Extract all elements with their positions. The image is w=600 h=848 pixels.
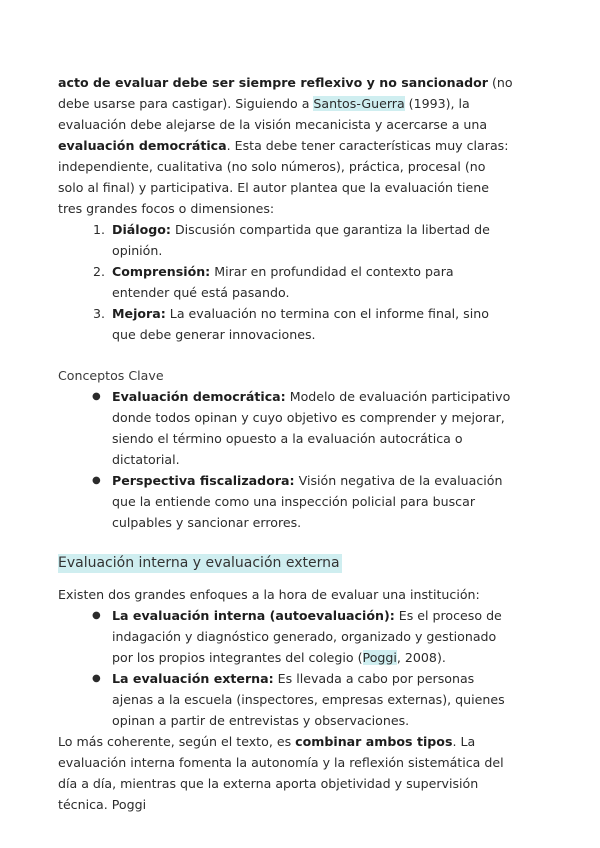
dimensions-list [58,219,514,345]
item-text: , 2008). [396,650,446,665]
list-item [109,303,514,345]
document-body [58,72,514,815]
text-run: (1993), la evaluación debe alejarse de la visión mecanicista y acercarse a una [58,96,488,132]
bold-phrase: evaluación democrática [58,138,227,153]
text-run: . La evaluación interna fomenta la autonomía y la reflexión sistemática del día a día, mientras que la externa aporta objetividad y supervisión técnica. Poggi [58,734,504,812]
bold-phrase: combinar ambos tipos [295,734,453,749]
heading-text: Evaluación interna y evaluación externa [58,555,340,571]
list-item [109,219,514,261]
list-item [109,386,514,470]
intro-paragraph [58,72,514,219]
item-term: Mejora: [112,306,166,321]
concepts-list [58,386,514,533]
section-intro: Existen dos grandes enfoques a la hora de evaluar una institución: [58,587,480,602]
text-run: (no debe usarse para castigar). Siguiendo a [58,75,513,111]
section-heading [58,552,514,574]
item-term: Evaluación democrática: [112,389,286,404]
citation-poggi: Poggi [362,650,397,665]
bold-phrase: acto de evaluar debe ser siempre reflexivo y no sancionador [58,75,488,90]
item-term: Diálogo: [112,222,171,237]
item-text: La evaluación no termina con el informe final, sino que debe generar innovaciones. [112,306,489,342]
closing-paragraph [58,731,514,815]
item-term: Comprensión: [112,264,211,279]
item-text: Discusión compartida que garantiza la libertad de opinión. [112,222,490,258]
list-item [109,605,514,668]
list-item [109,668,514,731]
item-text: Es llevada a cabo por personas ajenas a la escuela (inspectores, empresas externas), quienes opinan a partir de entrevistas y observaciones. [112,671,505,728]
text-run: . Esta debe tener características muy claras: independiente, cualitativa (no solo números), práctica, procesal (no solo al final) y participativa. El autor plantea que la evaluación tiene tres grandes focos o dimensiones: [58,138,509,216]
item-term: Perspectiva fiscalizadora: [112,473,295,488]
list-item [109,470,514,533]
concepts-label: Conceptos Clave [58,368,164,383]
item-text: Es el proceso de indagación y diagnóstico generado, organizado y gestionado por los propios integrantes del colegio ( [112,608,502,665]
citation-santos-guerra: Santos-Guerra [313,96,405,111]
item-term: La evaluación interna (autoevaluación): [112,608,395,623]
item-text: Modelo de evaluación participativo donde todos opinan y cuyo objetivo es comprender y mejorar, siendo el término opuesto a la evaluación autocrática o dictatorial. [112,389,511,467]
text-run: Lo más coherente, según el texto, es [58,734,296,749]
item-term: La evaluación externa: [112,671,274,686]
item-text: Mirar en profundidad el contexto para entender qué está pasando. [112,264,454,300]
list-item [109,261,514,303]
item-text: Visión negativa de la evaluación que la entiende como una inspección policial para buscar culpables y sancionar errores. [112,473,503,530]
evaluation-types-list [58,605,514,731]
